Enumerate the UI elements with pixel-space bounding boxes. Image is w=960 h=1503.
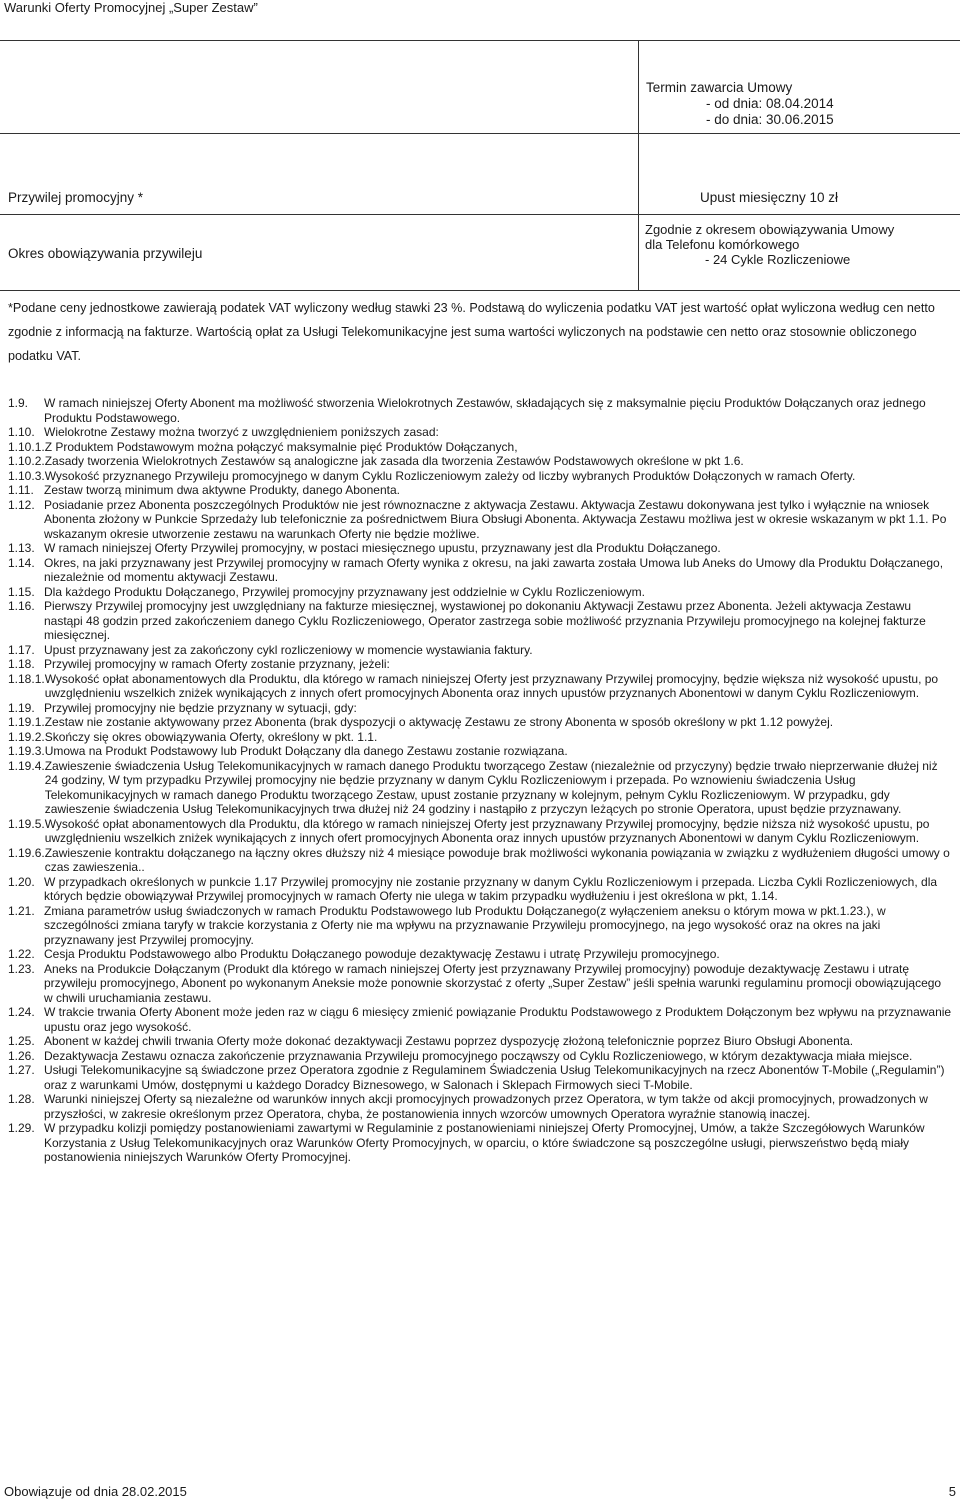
clause-number: 1.18. <box>8 657 35 671</box>
clause-list <box>8 396 953 1165</box>
clause-item <box>8 556 953 585</box>
clause-item <box>8 469 953 484</box>
clause-item <box>8 1063 953 1092</box>
table-row-divider <box>0 214 960 215</box>
clause-text: Wysokość przyznanego Przywileju promocyjnego w danym Cyklu Rozliczeniowym zależy od liczby wybranych Produktów Dołączonych w ramach Oferty. <box>44 468 856 483</box>
clause-item <box>8 396 953 425</box>
clause-number: 1.19.4. <box>8 758 45 773</box>
clause-item <box>8 947 953 962</box>
clause-item <box>8 1034 953 1049</box>
clause-number: 1.24. <box>8 1005 35 1019</box>
clause-text: Z Produktem Podstawowym można połączyć maksymalnie pięć Produktów Dołączanych, <box>44 439 518 454</box>
clause-text: Wysokość opłat abonamentowych dla Produktu, dla którego w ramach niniejszej Oferty jest przyznawany Przywilej promocyjny, będzie większa niż wysokość upustu, po uwzględnieniu wszelkich zniżek wynikających z innych ofert promocyjnych Abonenta oraz innych upustów przyznanych Abonentowi w danym Cyklu Rozliczeniowym. <box>44 671 939 700</box>
clause-text: W ramach niniejszej Oferty Przywilej promocyjny, w postaci miesięcznego upustu, przyznawany jest dla Produktu Dołączanego. <box>44 541 721 555</box>
effective-date: Obowiązuje od dnia 28.02.2015 <box>4 1484 187 1499</box>
clause-item <box>8 483 953 498</box>
term-from: - od dnia: 08.04.2014 <box>706 96 834 111</box>
page-number: 5 <box>948 1484 956 1499</box>
clause-number: 1.23. <box>8 961 35 976</box>
clause-number: 1.20. <box>8 874 35 889</box>
clause-item <box>8 701 953 716</box>
clause-item <box>8 962 953 1006</box>
period-line: - 24 Cykle Rozliczeniowe <box>705 252 851 267</box>
period-line: dla Telefonu komórkowego <box>645 237 800 252</box>
clause-number: 1.16. <box>8 599 35 613</box>
term-title: Termin zawarcia Umowy <box>646 80 793 95</box>
clause-number: 1.11. <box>8 483 34 497</box>
privilege-value: Upust miesięczny 10 zł <box>700 190 839 205</box>
clause-number: 1.9. <box>8 396 29 410</box>
clause-item <box>8 1092 953 1121</box>
clause-number: 1.10. <box>8 425 35 439</box>
clause-item <box>8 672 953 701</box>
clause-item <box>8 817 953 846</box>
clause-item <box>8 657 953 672</box>
clause-item <box>8 599 953 643</box>
clause-number: 1.19. <box>8 700 35 715</box>
clause-text: W przypadkach określonych w punkcie 1.17 Przywilej promocyjny nie zostanie przyznany w danym Cyklu Rozliczeniowym i przepada. Liczba Cykli Rozliczeniowych, dla których będzie obowiązywał Przywilej promocyjnych w ramach Oferty nie ulega w takim przypadku wydłużeniu i jest określona w pkt, 1.14. <box>44 874 938 903</box>
clause-item <box>8 730 953 745</box>
period-label: Okres obowiązywania przywileju <box>8 246 203 261</box>
clause-number: 1.19.2. <box>8 729 45 744</box>
clause-text: Dezaktywacja Zestawu oznacza zakończenie przyznawania Przywileju promocyjnego począwszy od Cyklu Rozliczeniowego, w którym dezaktywacja miała miejsce. <box>44 1048 913 1063</box>
clause-text: Zestaw nie zostanie aktywowany przez Abonenta (brak dyspozycji o aktywację Zestawu ze strony Abonenta w sposób określony w pkt 1.12 powyżej. <box>44 715 834 729</box>
clause-item <box>8 541 953 556</box>
clause-text: Przywilej promocyjny nie będzie przyznany w sytuacji, gdy: <box>44 700 357 715</box>
clause-text: Pierwszy Przywilej promocyjny jest uwzględniany na fakturze miesięcznej, wystawionej po dokonaniu Aktywacji Zestawu przez Abonenta. Jeżeli aktywacja Zestawu nastąpi 48 godzin przed zakończeniem danego Cyklu Rozliczeniowego, Operator zastrzega sobie możliwość przyznania Przywileju promocyjnego na kolejnej fakturze miesięcznej. <box>44 599 926 642</box>
clause-number: 1.29. <box>8 1121 35 1135</box>
clause-item <box>8 759 953 817</box>
clause-text: Abonent w każdej chwili trwania Oferty może dokonać dezaktywacji Zestawu poprzez dyspozycję złożoną telefonicznie poprzez Biuro Obsługi Abonenta. <box>44 1034 854 1048</box>
clause-text: Dla każdego Produktu Dołączanego, Przywilej promocyjny przyznawany jest oddzielnie w Cyklu Rozliczeniowym. <box>44 584 645 599</box>
period-value <box>645 222 945 267</box>
clause-number: 1.25. <box>8 1034 35 1048</box>
clause-item <box>8 904 953 948</box>
period-line: Zgodnie z okresem obowiązywania Umowy <box>645 222 895 237</box>
clause-item <box>8 1049 953 1064</box>
clause-item <box>8 744 953 759</box>
clause-text: Upust przyznawany jest za zakończony cykl rozliczeniowy w momencie wystawiania faktury. <box>44 642 533 657</box>
clause-number: 1.10.2. <box>8 454 45 468</box>
clause-item <box>8 440 953 455</box>
clause-item <box>8 643 953 658</box>
clause-item <box>8 846 953 875</box>
clause-text: Wielokrotne Zestawy można tworzyć z uwzględnieniem poniższych zasad: <box>44 425 439 439</box>
term-to: - do dnia: 30.06.2015 <box>706 112 834 127</box>
vat-footnote: *Podane ceny jednostkowe zawierają podatek VAT wyliczony według stawki 23 %. Podstawą do wyliczenia podatku VAT jest wartość opłat wyliczona według cen netto zgodnie z informacją na fakturze. Wartością opłat za Usługi Telekomunikacyjne jest suma wartości wyliczonych na podstawie cen netto oraz stosownie obliczonego podatku VAT. <box>8 301 935 363</box>
clause-number: 1.17. <box>8 642 35 657</box>
clause-number: 1.18.1. <box>8 671 45 686</box>
clause-item <box>8 715 953 730</box>
clause-text: Zmiana parametrów usług świadczonych w ramach Produktu Podstawowego lub Produktu Dołączanego(z wyłączeniem aneksu o którym mowa w pkt.1.23.), w szczególności zmiana taryfy w trakcie korzystania z Oferty nie ma wpływu na przyznawanie Przywileju promocyjnego, na jego wysokość oraz na okres na jaki przyznawany jest Przywilej promocyjny. <box>44 903 886 947</box>
clause-item <box>8 1121 953 1165</box>
clause-text: Skończy się okres obowiązywania Oferty, określony w pkt. 1.1. <box>44 729 378 744</box>
table-row-divider <box>0 133 960 134</box>
clause-text: Okres, na jaki przyznawany jest Przywilej promocyjny w ramach Oferty wynika z okresu, na jaki zawarta została Umowa lub Aneks do Umowy dla Produktu Dołączanego, niezależnie od momentu aktywacji Zestawu. <box>44 555 944 584</box>
clause-text: Aneks na Produkcie Dołączanym (Produkt dla którego w ramach niniejszej Oferty jest przyznawany Przywilej promocyjny) powoduje dezaktywację Zestawu i utratę przywileju promocyjnego, Abonent po wykonanym Aneksie może ponownie skorzystać z oferty „Super Zestaw” jeśli spełnia warunki regulaminu promocji obowiązującego w chwili uruchamiania zestawu. <box>44 961 942 1005</box>
clause-text: Umowa na Produkt Podstawowy lub Produkt Dołączany dla danego Zestawu zostanie rozwiązana. <box>44 744 568 758</box>
clause-item <box>8 454 953 469</box>
clause-number: 1.10.1. <box>8 439 45 454</box>
clause-number: 1.14. <box>8 555 35 570</box>
clause-text: Zestaw tworzą minimum dwa aktywne Produkty, danego Abonenta. <box>44 483 400 497</box>
clause-text: Przywilej promocyjny w ramach Oferty zostanie przyznany, jeżeli: <box>44 657 390 671</box>
clause-number: 1.10.3. <box>8 468 45 483</box>
clause-item <box>8 498 953 542</box>
clause-text: W trakcie trwania Oferty Abonent może jeden raz w ciągu 6 miesięcy zmienić powiązanie Produktu Podstawowego z Produktem Dołączonym bez wpływu na przyznawanie upustu oraz jego wysokość. <box>44 1005 952 1034</box>
clause-number: 1.19.3. <box>8 744 45 758</box>
clause-number: 1.13. <box>8 541 35 555</box>
clause-text: Usługi Telekomunikacyjne są świadczone przez Operatora zgodnie z Regulaminem Świadczenia Usług Telekomunikacyjnych na rzecz Abonentów T-Mobile („Regulamin”) oraz z warunkami Umów, dostępnymi u każdego Doradcy Biznesowego, w Salonach i Sklepach Firmowych sieci T-Mobile. <box>44 1063 945 1092</box>
clause-number: 1.15. <box>8 584 35 599</box>
table-top-border <box>0 40 960 41</box>
clause-text: Zawieszenie świadczenia Usług Telekomunikacyjnych w ramach danego Produktu tworzącego Zestaw (niezależnie od przyczyny) będzie trwało nieprzerwanie dłużej niż 24 godziny, W tym przypadku Przywilej promocyjny nie będzie przyznany w danym Cyklu Rozliczeniowym i przepada. Po wznowieniu świadczenia Usług Telekomunikacyjnych w ramach danego Produktu tworzącego Zestaw, upust zostanie przyznany w kolejnym, pełnym Cyklu Rozliczeniowym. W przypadku, gdy zawieszenie świadczenia Usług Telekomunikacyjnych trwa dłużej niż 24 godziny i nastąpiło z przyczyn leżących po stronie Operatora, upust będzie przyznawany. <box>44 758 938 816</box>
clause-item <box>8 585 953 600</box>
clause-number: 1.19.5. <box>8 816 45 831</box>
clause-number: 1.19.1. <box>8 715 45 729</box>
table-column-divider <box>638 40 639 290</box>
clause-text: Posiadanie przez Abonenta poszczególnych Produktów nie jest równoznaczne z aktywacja Zestawu. Aktywacja Zestawu dokonywana jest tylko i wyłącznie na wniosek Abonenta złożony w Punkcie Sprzedaży lub telefonicznie za pośrednictwem Biura Obsługi Abonenta. Aktywacja Zestawu możliwa jest w okresie wskazanym w pkt 1.1. Po wskazanym okresie utworzenie zestawu na warunkach Oferty nie będzie możliwe. <box>44 497 947 541</box>
term-cell <box>646 80 946 128</box>
clause-number: 1.22. <box>8 947 35 961</box>
clause-item <box>8 1005 953 1034</box>
document-title: Warunki Oferty Promocyjnej „Super Zestaw” <box>4 0 258 15</box>
clause-number: 1.19.6. <box>8 845 45 860</box>
clause-text: Cesja Produktu Podstawowego albo Produktu Dołączanego powoduje dezaktywację Zestawu i utratę Przywileju promocyjnego. <box>44 947 720 961</box>
clause-text: Warunki niniejszej Oferty są niezależne od warunków innych akcji promocyjnych prowadzonych przez Operatora, w tym także od akcji promocyjnych, prowadzonych w przyszłości, w zakresie określonym przez Operatora, chyba, że postanowienia innych wzorców umownych Operatora wyraźnie stanowią inaczej. <box>44 1092 928 1121</box>
clause-text: Zasady tworzenia Wielokrotnych Zestawów są analogiczne jak zasada dla tworzenia Zestawów Podstawowych określone w pkt 1.6. <box>44 454 744 468</box>
clause-item <box>8 875 953 904</box>
clause-number: 1.27. <box>8 1063 35 1077</box>
table-bottom-border <box>0 290 960 291</box>
clause-text: W przypadku kolizji pomiędzy postanowieniami zawartymi w Regulaminie z postanowieniami niniejszej Oferty Promocyjnej, Umów, a także Szczegółowych Warunków Korzystania z Usług Telekomunikacyjnych oraz Warunków Oferty Promocyjnych, w oparciu, o które świadczone są poszczególne usługi, pierwszeństwo będą miały postanowienia niniejszych Warunków Oferty Promocyjnej. <box>44 1121 925 1164</box>
privilege-label: Przywilej promocyjny * <box>8 190 144 205</box>
clause-text: Wysokość opłat abonamentowych dla Produktu, dla którego w ramach niniejszej Oferty jest przyznawany Przywilej promocyjny, będzie niższa niż wysokość upustu, po uwzględnieniu wszelkich zniżek wynikających z innych ofert promocyjnych Abonenta oraz innych upustów przyznanych Abonentowi w danym Cyklu Rozliczeniowym. <box>44 816 930 845</box>
clause-text: Zawieszenie kontraktu dołączanego na łączny okres dłuższy niż 4 miesiące powoduje brak możliwości wykonania powiązania w związku z wydłużeniem długości umowy o czas zawieszenia.. <box>44 845 950 874</box>
clause-text: W ramach niniejszej Oferty Abonent ma możliwość stworzenia Wielokrotnych Zestawów, składających się z maksymalnie pięciu Produktów Dołączanych oraz jednego Produktu Podstawowego. <box>44 396 926 425</box>
clause-number: 1.28. <box>8 1092 35 1106</box>
clause-number: 1.26. <box>8 1048 35 1063</box>
clause-number: 1.21. <box>8 903 35 918</box>
clause-number: 1.12. <box>8 497 35 512</box>
clause-item <box>8 425 953 440</box>
